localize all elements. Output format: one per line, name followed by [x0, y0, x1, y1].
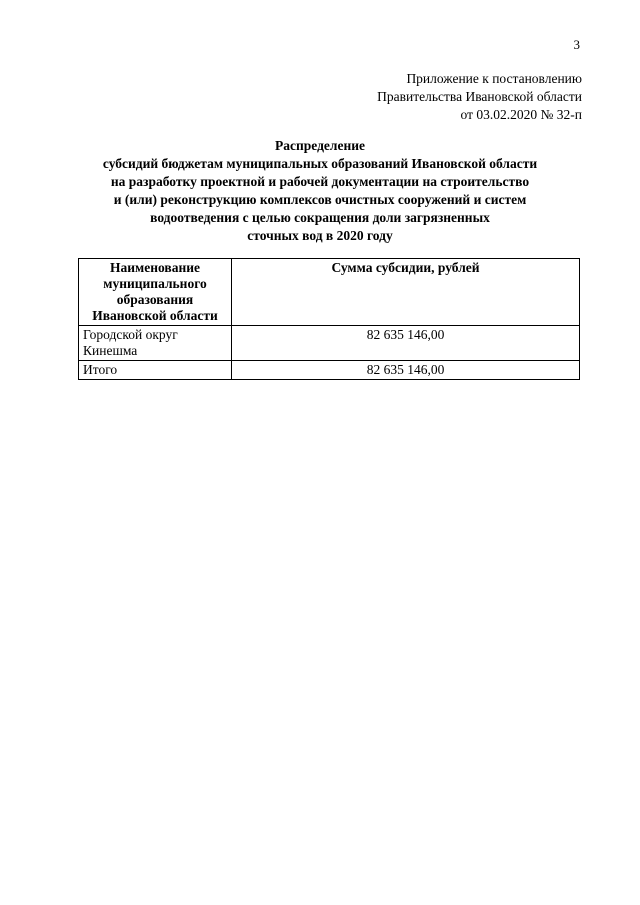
appendix-line: Правительства Ивановской области — [377, 89, 582, 104]
title-line: Распределение — [274, 138, 366, 153]
header-line: муниципального — [103, 276, 207, 291]
cell-line: Кинешма — [83, 343, 138, 358]
header-line: Наименование — [110, 260, 200, 275]
municipality-cell — [79, 326, 232, 361]
header-subsidy-amount — [232, 259, 580, 326]
cell-line: Итого — [83, 362, 118, 377]
total-label-cell — [79, 361, 232, 380]
cell-line: Городской округ — [83, 327, 178, 342]
title-line: на разработку проектной и рабочей документации на строительство — [110, 174, 530, 189]
subsidy-table — [78, 258, 580, 380]
appendix-line: Приложение к постановлению — [406, 71, 582, 86]
total-amount-cell: 82 635 146,00 — [232, 361, 580, 380]
header-line: образования — [116, 292, 194, 307]
header-municipality — [79, 259, 232, 326]
table-row-total — [79, 361, 580, 380]
appendix-line: от 03.02.2020 № 32-п — [460, 107, 582, 122]
page-number: 3 — [573, 37, 580, 52]
title-line: и (или) реконструкцию комплексов очистных сооружений и систем — [113, 192, 527, 207]
title-line: сточных вод в 2020 году — [247, 228, 393, 243]
subsidy-amount-cell: 82 635 146,00 — [232, 326, 580, 361]
table-row — [79, 326, 580, 361]
title-line: водоотведения с целью сокращения доли загрязненных — [150, 210, 490, 225]
document-title — [60, 137, 580, 245]
header-line: Сумма субсидии, рублей — [331, 260, 480, 275]
appendix-reference — [377, 70, 582, 124]
header-line: Ивановской области — [92, 308, 218, 323]
table-header-row — [79, 259, 580, 326]
title-line: субсидий бюджетам муниципальных образований Ивановской области — [102, 156, 538, 171]
